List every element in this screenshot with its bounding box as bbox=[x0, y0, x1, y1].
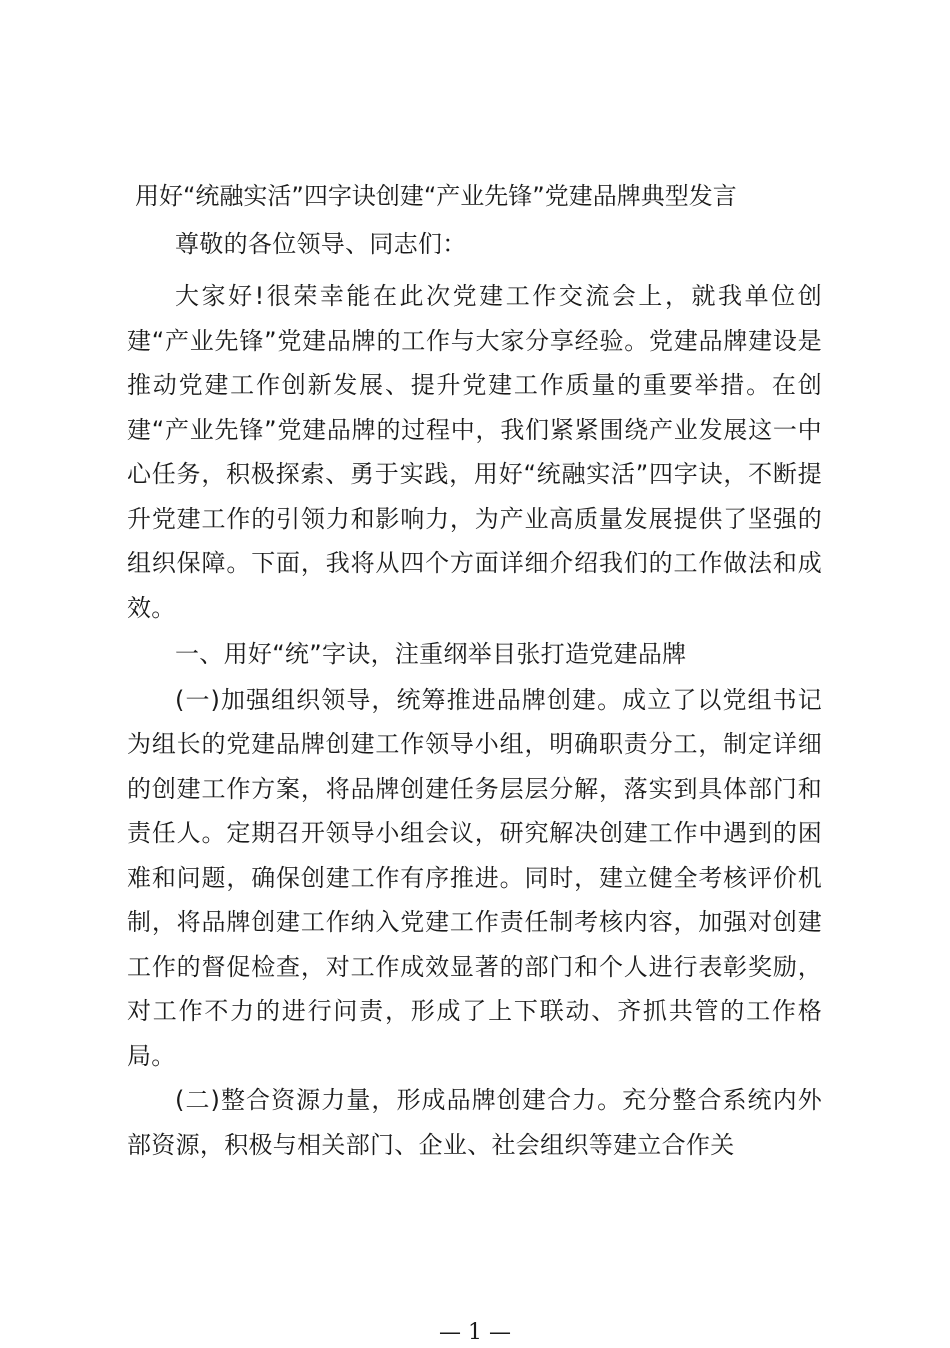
document-body bbox=[127, 172, 822, 1167]
greeting: 尊敬的各位领导、同志们： bbox=[175, 230, 467, 258]
section-heading-1: 一、用好“统”字诀，注重纲举目张打造党建品牌 bbox=[175, 640, 687, 668]
page-number: — 1 — bbox=[439, 1320, 511, 1345]
intro-paragraph: 大家好!很荣幸能在此次党建工作交流会上，就我单位创建“产业先锋”党建品牌的工作与大家分享经验。党建品牌建设是推动党建工作创新发展、提升党建工作质量的重要举措。在创建“产业先锋”党建品牌的过程中，我们紧紧围绕产业发展这一中心任务，积极探索、勇于实践，用好“统融实活”四字诀，不断提升党建工作的引领力和影响力，为产业高质量发展提供了坚强的组织保障。下面，我将从四个方面详细介绍我们的工作做法和成效。 bbox=[127, 282, 822, 622]
section-1-paragraph-1: (一)加强组织领导，统筹推进品牌创建。成立了以党组书记为组长的党建品牌创建工作领导小组，明确职责分工，制定详细的创建工作方案，将品牌创建任务层层分解，落实到具体部门和责任人。定期召开领导小组会议，研究解决创建工作中遇到的困难和问题，确保创建工作有序推进。同时，建立健全考核评价机制，将品牌创建工作纳入党建工作责任制考核内容，加强对创建工作的督促检查，对工作成效显著的部门和个人进行表彰奖励，对工作不力的进行问责，形成了上下联动、齐抓共管的工作格局。 bbox=[127, 685, 822, 1070]
section-1-paragraph-2: (二)整合资源力量，形成品牌创建合力。充分整合系统内外部资源，积极与相关部门、企业、社会组织等建立合作关 bbox=[127, 1086, 822, 1159]
document-title: 用好“统融实活”四字诀创建“产业先锋”党建品牌典型发言 bbox=[135, 182, 737, 210]
